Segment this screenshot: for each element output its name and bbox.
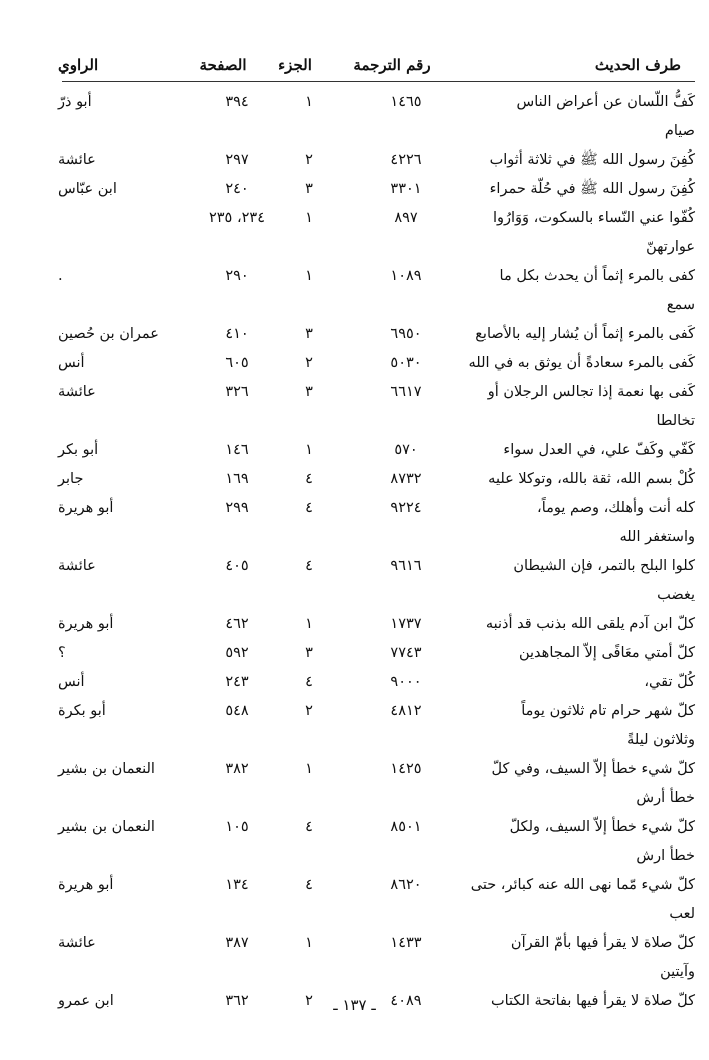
hadith-text: كَفُّ اللّسان عن أعراض الناس (516, 94, 695, 110)
entry-number: ١٤٢٥ (390, 761, 422, 777)
narrator: أنس (58, 674, 85, 690)
row-main-line (0, 610, 709, 639)
entry-number: ٥٠٣٠ (390, 355, 422, 371)
header-narrator: الراوي (58, 56, 99, 74)
entry-number: ٤٨١٢ (390, 703, 422, 719)
page-ref: ٤٦٢ (225, 616, 249, 632)
volume: ١ (305, 268, 313, 284)
table-row (0, 668, 709, 697)
row-main-line (0, 929, 709, 958)
table-row (0, 755, 709, 813)
page-ref: ٢٣٤، ٢٣٥ (208, 210, 266, 226)
page-ref: ٢٩٩ (225, 500, 249, 516)
entry-number: ١٤٣٣ (390, 935, 422, 951)
page-ref: ٢٩٧ (225, 152, 249, 168)
hadith-text: كُفِنَ رسول الله ﷺ في ثلاثة أثواب (489, 152, 695, 168)
table-row (0, 378, 709, 436)
row-main-line (0, 204, 709, 233)
entry-number: ٤٠٨٩ (390, 993, 422, 1009)
table-row (0, 639, 709, 668)
row-main-line (0, 697, 709, 726)
row-main-line (0, 668, 709, 697)
volume: ٢ (305, 703, 313, 719)
volume: ٣ (305, 384, 313, 400)
volume: ٢ (305, 152, 313, 168)
row-main-line (0, 436, 709, 465)
header-entry-number: رقم الترجمة (353, 56, 431, 74)
header-page: الصفحة (199, 56, 247, 74)
row-main-line (0, 871, 709, 900)
entry-number: ٩٦١٦ (390, 558, 422, 574)
entry-number: ١٤٦٥ (390, 94, 422, 110)
narrator: جابر (58, 471, 84, 487)
page-ref: ١٠٥ (225, 819, 249, 835)
table-row (0, 88, 709, 146)
hadith-text: كلّ شيء خطأ إلاّ السيف، ولكلّ (509, 819, 695, 835)
row-continuation-line (0, 581, 709, 610)
hadith-text: سمع (666, 297, 695, 313)
hadith-text: وثلاثون ليلةً (627, 732, 695, 748)
hadith-text: كَفى بها نعمة إذا تجالس الرجلان أو (487, 384, 695, 400)
page-ref: ٣٢٦ (225, 384, 249, 400)
page-ref: ٤١٠ (225, 326, 249, 342)
entry-number: ٨٧٣٢ (390, 471, 422, 487)
narrator: عائشة (58, 152, 96, 168)
row-main-line (0, 88, 709, 117)
entry-number: ٧٧٤٣ (390, 645, 422, 661)
row-main-line (0, 175, 709, 204)
hadith-text: وآيتين (660, 964, 695, 980)
row-main-line (0, 378, 709, 407)
table-row (0, 349, 709, 378)
page-ref: ٢٤٣ (225, 674, 249, 690)
table-row (0, 610, 709, 639)
page-ref: ٥٩٢ (225, 645, 249, 661)
page-ref: ٢٤٠ (225, 181, 249, 197)
narrator: النعمان بن بشير (58, 761, 155, 777)
hadith-text: كَفى بالمرء سعادةً أن يوثق به في الله (468, 355, 695, 371)
hadith-text: كلّ صلاة لا يقرأ فيها بأمّ القرآن (510, 935, 695, 951)
hadith-text: كلّ شهر حرام تام ثلاثون يوماً (521, 703, 695, 719)
page-ref: ٣٩٤ (225, 94, 249, 110)
row-continuation-line (0, 842, 709, 871)
hadith-text: صيام (664, 123, 695, 139)
narrator: ابن عبّاس (58, 181, 117, 197)
narrator: عائشة (58, 935, 96, 951)
row-continuation-line (0, 117, 709, 146)
table-row (0, 871, 709, 929)
volume: ٢ (305, 993, 313, 1009)
hadith-text: كلوا البلح بالتمر، فإن الشيطان (513, 558, 695, 574)
row-main-line (0, 755, 709, 784)
narrator: . (58, 268, 63, 284)
page-ref: ٣٨٧ (225, 935, 249, 951)
row-continuation-line (0, 958, 709, 987)
row-main-line (0, 262, 709, 291)
hadith-text: يغضب (657, 587, 695, 603)
entry-number: ٩٠٠٠ (390, 674, 422, 690)
table-row (0, 465, 709, 494)
entry-number: ٦٦١٧ (390, 384, 422, 400)
narrator: أبو هريرة (58, 877, 114, 893)
hadith-text: كلّ شيء خطأ إلاّ السيف، وفي كلّ (491, 761, 695, 777)
volume: ٣ (305, 326, 313, 342)
row-continuation-line (0, 233, 709, 262)
table-row (0, 146, 709, 175)
row-main-line (0, 465, 709, 494)
row-main-line (0, 349, 709, 378)
volume: ٤ (305, 471, 313, 487)
page-ref: ٤٠٥ (225, 558, 249, 574)
table-row (0, 175, 709, 204)
hadith-text: كَفّي وكَفّ علي، في العدل سواء (503, 442, 695, 458)
volume: ٤ (305, 674, 313, 690)
hadith-text: واستغفر الله (619, 529, 695, 545)
volume: ٢ (305, 355, 313, 371)
narrator: عائشة (58, 558, 96, 574)
row-main-line (0, 813, 709, 842)
page-ref: ٣٦٢ (225, 993, 249, 1009)
hadith-text: كُلّ تقي، (644, 674, 695, 690)
header-divider (62, 81, 695, 82)
narrator: ؟ (58, 645, 66, 661)
narrator: أبو بكر (58, 442, 99, 458)
table-row (0, 320, 709, 349)
row-continuation-line (0, 726, 709, 755)
table-row (0, 494, 709, 552)
table-header (58, 52, 695, 80)
hadith-text: كلّ ابن آدم يلقى الله بذنب قد أذنبه (485, 616, 695, 632)
entry-number: ١٠٨٩ (390, 268, 422, 284)
volume: ١ (305, 761, 313, 777)
hadith-text: كفى بالمرء إثماً أن يحدث بكل ما (499, 268, 695, 284)
row-main-line (0, 552, 709, 581)
page-ref: ١٦٩ (225, 471, 249, 487)
volume: ٤ (305, 558, 313, 574)
entry-number: ٣٣٠١ (390, 181, 422, 197)
entry-number: ٥٧٠ (394, 442, 418, 458)
hadith-text: لعب (669, 906, 695, 922)
page-ref: ٦٠٥ (225, 355, 249, 371)
table-row (0, 813, 709, 871)
row-continuation-line (0, 291, 709, 320)
table-row (0, 929, 709, 987)
hadith-text: كُفّوا عني النّساء بالسكوت، وَوَارُوا (492, 210, 695, 226)
hadith-text: كلّ أمتي معَافًى إلاّ المجاهدين (518, 645, 695, 661)
volume: ١ (305, 94, 313, 110)
hadith-text: خطأ ارش (636, 848, 695, 864)
narrator: عائشة (58, 384, 96, 400)
volume: ١ (305, 442, 313, 458)
entry-number: ٨٩٧ (394, 210, 418, 226)
volume: ٤ (305, 819, 313, 835)
table-row (0, 697, 709, 755)
row-continuation-line (0, 407, 709, 436)
narrator: أبو بكرة (58, 703, 106, 719)
volume: ٤ (305, 877, 313, 893)
page-number: ـ ١٣٧ ـ (333, 996, 376, 1014)
narrator: أبو هريرة (58, 500, 114, 516)
table-row (0, 204, 709, 262)
page-ref: ٣٨٢ (225, 761, 249, 777)
page-ref: ٥٤٨ (225, 703, 249, 719)
table-row (0, 262, 709, 320)
hadith-text: كُلْ بسم الله، ثقة بالله، وتوكلا عليه (488, 471, 695, 487)
narrator: ابن عمرو (58, 993, 114, 1009)
volume: ٣ (305, 181, 313, 197)
narrator: أبو ذرّ (58, 94, 92, 110)
entry-number: ٩٢٢٤ (390, 500, 422, 516)
row-main-line (0, 639, 709, 668)
hadith-text: كلّ شيء مّما نهى الله عنه كبائر، حتى (470, 877, 695, 893)
page-ref: ٢٩٠ (225, 268, 249, 284)
narrator: عمران بن حُصين (58, 326, 159, 342)
entry-number: ٨٦٢٠ (390, 877, 422, 893)
table-row (0, 436, 709, 465)
hadith-text: كلّ صلاة لا يقرأ فيها بفاتحة الكتاب (490, 993, 695, 1009)
row-continuation-line (0, 523, 709, 552)
entry-number: ٦٩٥٠ (390, 326, 422, 342)
volume: ٣ (305, 645, 313, 661)
narrator: أنس (58, 355, 85, 371)
entry-number: ٤٢٢٦ (390, 152, 422, 168)
hadith-text: كله أنت وأهلك، وصم يوماً، (537, 500, 695, 516)
volume: ٤ (305, 500, 313, 516)
row-main-line (0, 146, 709, 175)
hadith-text: تخالطا (656, 413, 695, 429)
row-continuation-line (0, 900, 709, 929)
hadith-text: كَفى بالمرء إثماً أن يُشار إليه بالأصابع (475, 326, 695, 342)
hadith-text: عوارتهنّ (646, 239, 695, 255)
header-hadith-text: طرف الحديث (594, 56, 681, 74)
header-volume: الجزء (278, 56, 312, 74)
entry-number: ١٧٣٧ (390, 616, 422, 632)
page-ref: ١٤٦ (225, 442, 249, 458)
hadith-text: كُفِنَ رسول الله ﷺ في حُلّة حمراء (489, 181, 695, 197)
row-main-line (0, 320, 709, 349)
narrator: النعمان بن بشير (58, 819, 155, 835)
entry-number: ٨٥٠١ (390, 819, 422, 835)
row-main-line (0, 494, 709, 523)
volume: ١ (305, 210, 313, 226)
volume: ١ (305, 616, 313, 632)
table-row (0, 552, 709, 610)
hadith-text: خطأ أرش (636, 790, 695, 806)
volume: ١ (305, 935, 313, 951)
row-continuation-line (0, 784, 709, 813)
page-ref: ١٣٤ (225, 877, 249, 893)
narrator: أبو هريرة (58, 616, 114, 632)
hadith-index-table (0, 88, 709, 1016)
